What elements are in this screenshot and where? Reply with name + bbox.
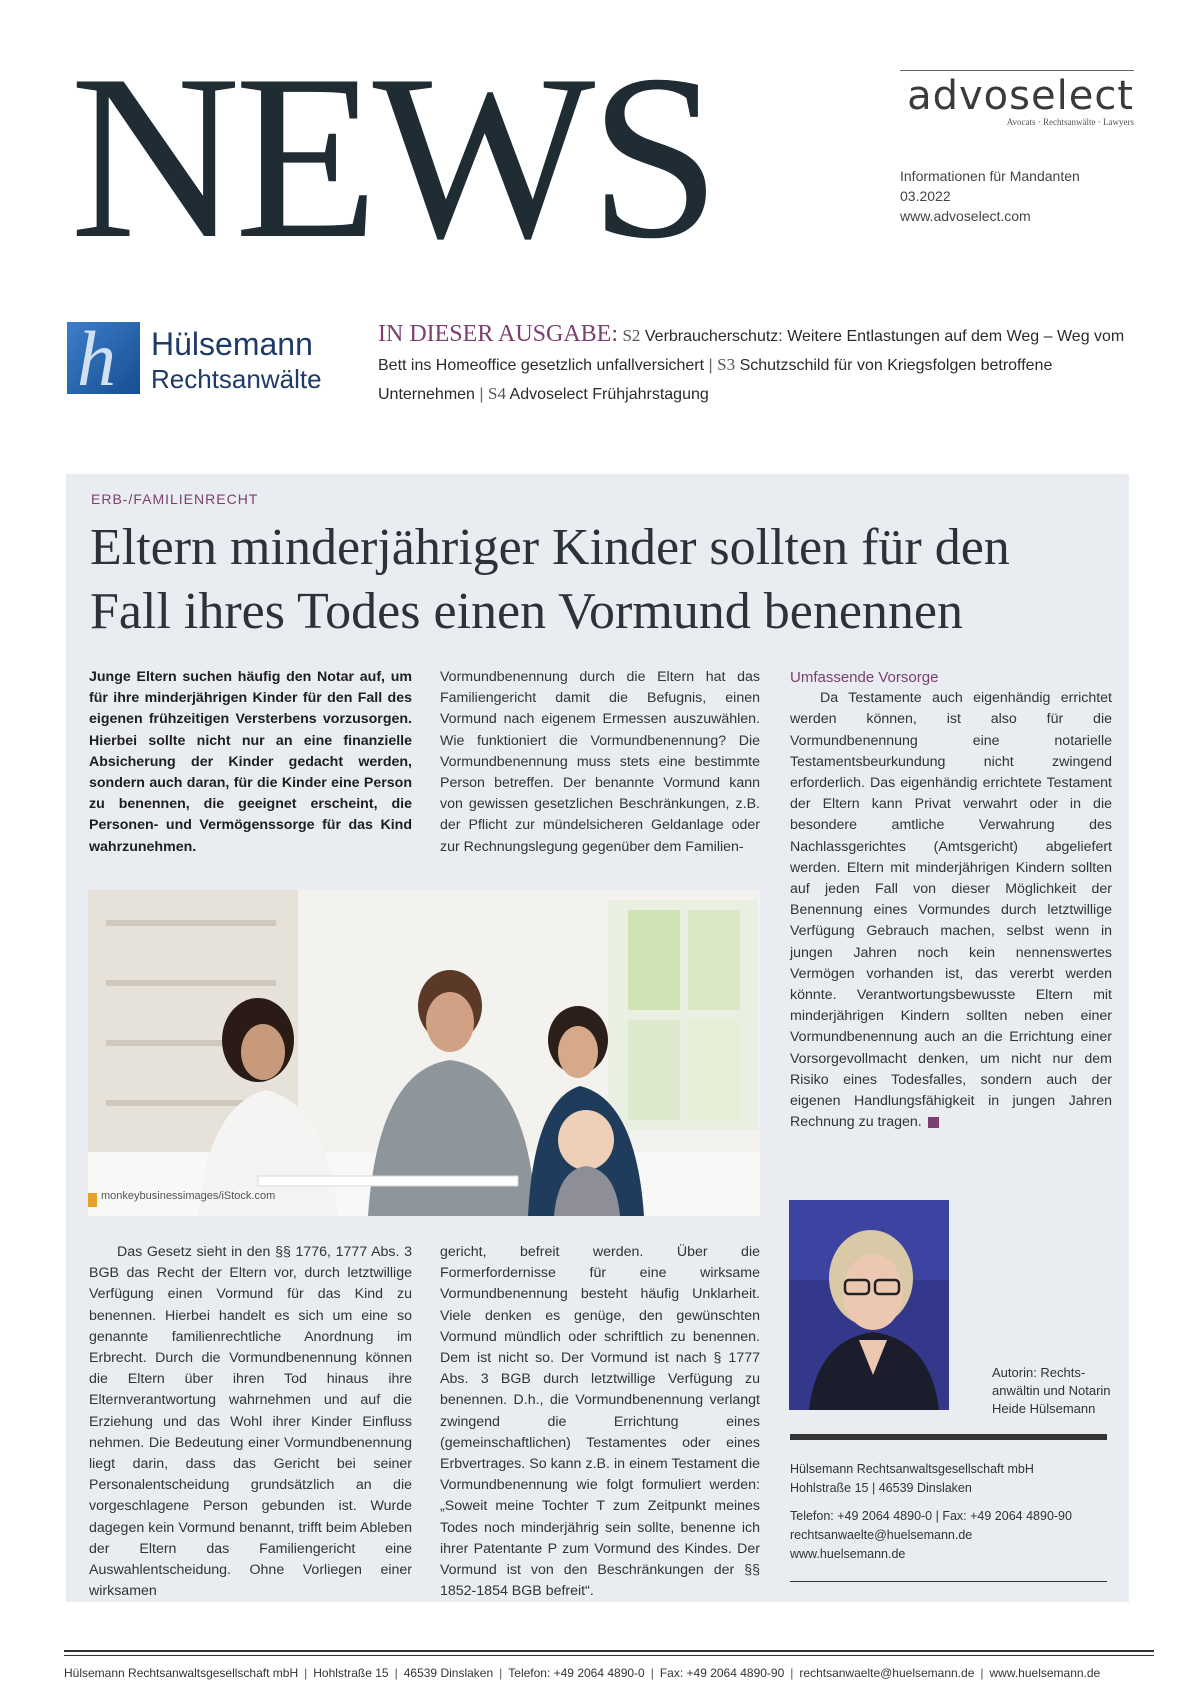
masthead-title: NEWS xyxy=(70,27,715,288)
footer-phone: Telefon: +49 2064 4890-0 xyxy=(508,1666,645,1680)
footer: Hülsemann Rechtsanwaltsgesellschaft mbH | Hohlstraße 15 | 46539 Dinslaken | Telefon: +49 2064 4890-0 | Fax: +49 2064 4890-90 | rechtsanwaelte@huelsemann.de | www.huelsemann.de xyxy=(64,1666,1101,1680)
article-column-2-top: Vormundbenennung durch die Eltern hat das Familiengericht damit die Befugnis, einen Vormund nach eigenem Ermessen auszuwählen. Wie funktioniert die Vormundbenennung? Die Vormundbenennung muss stets eine bestimmte Person betreffen. Der benannte Vormund kann von gewissen gesetzlichen Beschränkungen, z.B. der Pflicht zur mündelsicheren Geldanlage oder zur Rechnungslegung gegenüber dem Familien- xyxy=(440,669,760,855)
issue-date: 03.2022 xyxy=(900,188,951,204)
footer-city: 46539 Dinslaken xyxy=(403,1666,494,1680)
footer-rule xyxy=(64,1655,1154,1656)
huelsemann-logo xyxy=(67,315,367,402)
contact-email[interactable]: rechtsanwaelte@huelsemann.de xyxy=(790,1528,973,1542)
contact-block: Hülsemann Rechtsanwaltsgesellschaft mbH Hohlstraße 15 | 46539 Dinslaken Telefon: +49 2064 4890-0 | Fax: +49 2064 4890-90 rechtsanwaelte@huelsemann.de www.huelsemann.de xyxy=(790,1460,1072,1564)
family-photo xyxy=(88,890,760,1216)
article-lead: Junge Eltern suchen häufig den Notar auf, um für ihre minderjährigen Kinder für den Fall des eigenen frühzeitigen Versterbens vorzusorgen. Hierbei sollte nicht nur an eine finanzielle Absicherung der Kinder gedacht werden, sondern auch daran, für die Kinder eine Person zu benennen, die geeignet erscheint, die Personen- und Vermögenssorge für das Kind wahrzunehmen. xyxy=(89,669,412,855)
contact-street: Hohlstraße 15 xyxy=(790,1481,869,1495)
brand-tagline: Avocats · Rechtsanwälte · Lawyers xyxy=(1006,117,1134,127)
firm-name: Hülsemann xyxy=(151,326,313,362)
footer-website[interactable]: www.huelsemann.de xyxy=(989,1666,1101,1680)
footer-fax: Fax: +49 2064 4890-90 xyxy=(659,1666,785,1680)
contact-company: Hülsemann Rechtsanwaltsgesellschaft mbH xyxy=(790,1462,1034,1476)
headline-line: Eltern minderjähriger Kinder sollten für den xyxy=(90,519,1010,576)
issue-page: S4 xyxy=(488,384,506,403)
article-category: ERB-/FAMILIENRECHT xyxy=(91,491,259,507)
issue-item-title: Schutzschild für von Kriegsfolgen betroffene Unternehmen xyxy=(378,357,1053,403)
author-name: Heide Hülsemann xyxy=(992,1401,1096,1416)
info-line: Informationen für Mandanten xyxy=(900,168,1080,184)
footer-email[interactable]: rechtsanwaelte@huelsemann.de xyxy=(799,1666,975,1680)
contact-city: 46539 Dinslaken xyxy=(878,1481,972,1495)
logo-mark-icon: h xyxy=(67,322,140,394)
article-column-3 xyxy=(790,667,1112,1133)
info-website: www.advoselect.com xyxy=(900,208,1031,224)
issue-item-title: Verbraucherschutz: Weitere Entlastungen auf dem Weg – Weg vom Bett ins Homeoffice gesetzlich unfallversichert xyxy=(378,328,1125,374)
photo-credit: monkeybusinessimages/iStock.com xyxy=(101,1190,276,1202)
author-caption xyxy=(992,1364,1111,1418)
issue-item-title: Advoselect Frühjahrstagung xyxy=(509,386,709,403)
contact-phone: Telefon: +49 2064 4890-0 xyxy=(790,1509,933,1523)
credit-mark-icon xyxy=(88,1193,97,1207)
issue-page: S2 xyxy=(622,326,641,345)
footer-rule xyxy=(64,1650,1154,1652)
issue-info xyxy=(900,166,1080,226)
article-headline xyxy=(90,516,1110,644)
brand-rule xyxy=(900,70,1134,71)
separator: | xyxy=(708,357,713,374)
contact-rule xyxy=(790,1434,1107,1440)
end-mark-icon xyxy=(928,1117,939,1128)
caption-line: Autorin: Rechts- xyxy=(992,1365,1086,1380)
contact-rule xyxy=(790,1581,1107,1582)
caption-line: anwältin und Notarin xyxy=(992,1383,1111,1398)
author-portrait xyxy=(789,1200,949,1410)
contact-fax: Fax: +49 2064 4890-90 xyxy=(942,1509,1072,1523)
headline-line: Fall ihres Todes einen Vormund benennen xyxy=(90,583,964,640)
separator: | xyxy=(479,386,484,403)
firm-subtitle: Rechtsanwälte xyxy=(151,364,322,394)
column-text: Da Testamente auch eigenhändig errichtet werden können, ist also für die Vormundbenennung eine notarielle Testamentsbeurkundung nicht zwingend erforderlich. Das eigenhändig errichtete Testament der Eltern kann Privat verwahrt oder in die besondere amtliche Verwahrung des Nachlassgerichtes (Amtsgericht) abgeliefert werden. Eltern mit minderjährigen Kindern sollten auf jeden Fall von dieser Möglichkeit der Benennung eines Vormundes durch letztwillige Verfügung Gebrauch machen, selbst wenn in jungen Jahren noch kein nennenswertes Vermögen vorhanden ist, das vererbt werden könnte. Verantwortungsbewusste Eltern mit minderjährigen Kindern sollten neben einer Vormundbenennung auch an die Errichtung einer Vorsorgevollmacht denken, um nicht nur dem Risiko eines Todesfalles, sondern auch der eigenen Handlungsfähigkeit in jungen Jahren Rechnung zu tragen. xyxy=(790,690,1112,1131)
issue-page: S3 xyxy=(717,355,736,374)
brand-name: advoselect xyxy=(907,73,1134,119)
issue-label: IN DIESER AUSGABE: xyxy=(378,321,619,347)
contact-website[interactable]: www.huelsemann.de xyxy=(790,1547,906,1561)
footer-street: Hohlstraße 15 xyxy=(313,1666,389,1680)
advoselect-logo xyxy=(900,70,1134,127)
article-column-1-bottom xyxy=(89,1242,412,1602)
footer-company: Hülsemann Rechtsanwaltsgesellschaft mbH xyxy=(64,1666,299,1680)
article-column-2-bottom: gericht, befreit werden. Über die Formerfordernisse für eine wirksame Vormundbenennung besteht häufig Unklarheit. Viele denken es genüge, den gewünschten Vormund mündlich oder schriftlich zu benennen. Dem ist nicht so. Der Vormund ist nach § 1777 Abs. 3 BGB durch letztwillige Verfügung zu benennen. D.h., die Vormundbenennung verlangt zwingend die Errichtung eines (gemeinschaftlichen) Testamentes oder eines Erbvertrages. So kann z.B. in einem Testament die Vormundbenennung wie folgt formuliert werden: „Soweit meine Tochter T zum Zeitpunkt meines Todes noch minderjährig sein sollte, benenne ich ihrer Patentante P zum Vormund des Kindes. Der Vormund ist von den Beschränkungen der §§ 1852-1854 BGB befreit“. xyxy=(440,1244,760,1600)
subheading: Umfassende Vorsorge xyxy=(790,669,939,686)
in-this-issue xyxy=(378,320,1128,409)
column-text: Das Gesetz sieht in den §§ 1776, 1777 Abs. 3 BGB das Recht der Eltern vor, durch letztwillige Verfügung einen Vormund für das Kind zu benennen. Hierbei handelt es sich um eine so genannte familienrechtliche Anordnung im Erbrecht. Durch die Vormundbenennung können die Eltern über ihren Tod hinaus ihre Elternverantwortung wahrnehmen und auf die Erziehung und das Wohl ihrer Kinder Einfluss nehmen. Die Bedeutung einer Vormundbenennung liegt darin, dass das Gericht bei seiner Personalentscheidung grundsätzlich an die vorgeschlagene Person gebunden ist. Wurde dagegen kein Vormund benannt, trifft beim Ableben der Eltern das Familiengericht eine Auswahlentscheidung. Ohne Vorliegen einer wirksamen xyxy=(89,1244,412,1600)
